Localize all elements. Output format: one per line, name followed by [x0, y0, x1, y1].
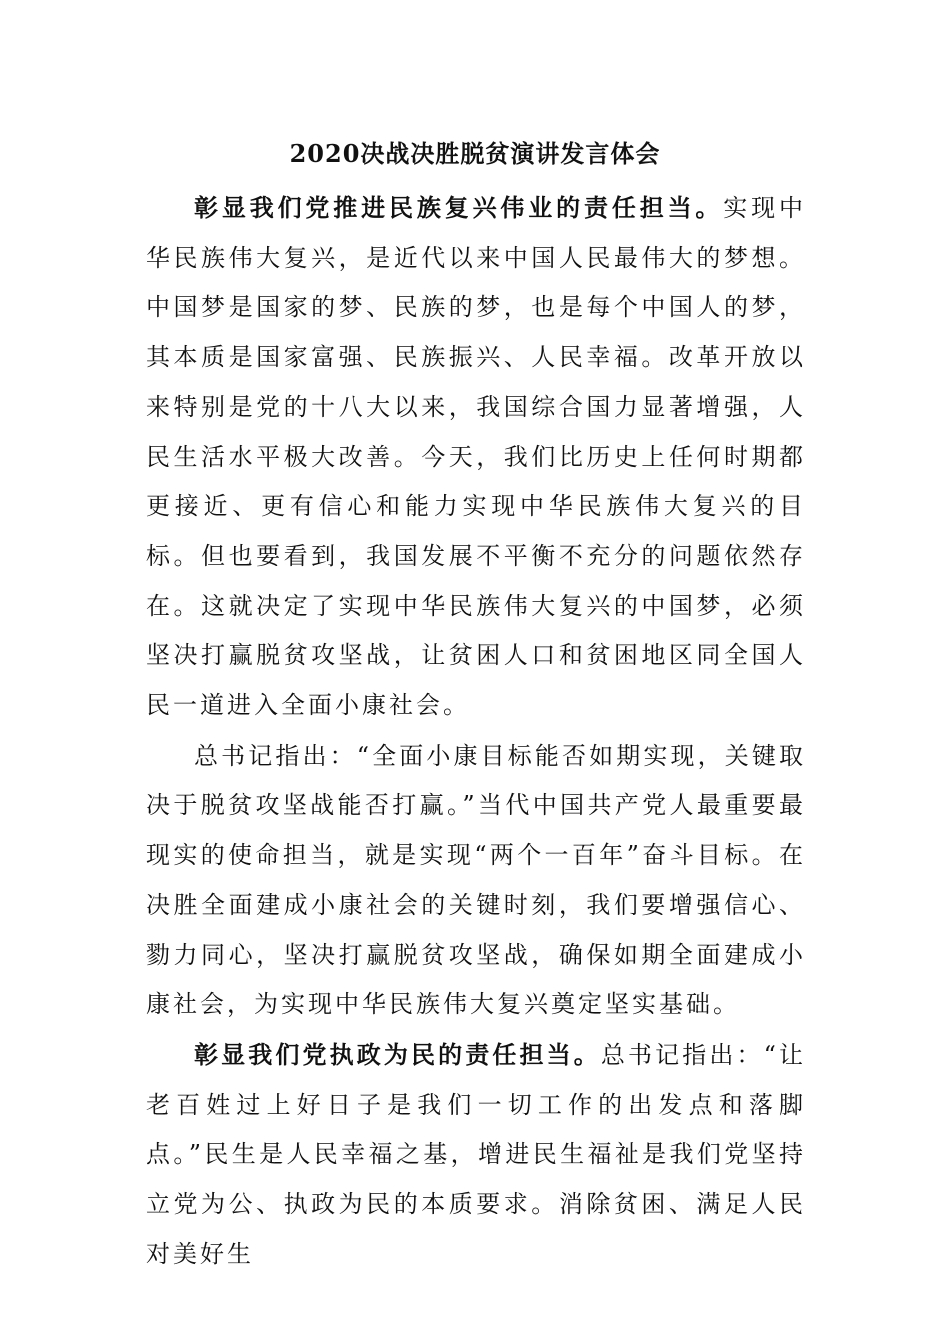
paragraph-2-text: 总书记指出：“全面小康目标能否如期实现，关键取决于脱贫攻坚战能否打赢。”当代中国共产党人最重要最现实的使命担当，就是实现“两个一百年”奋斗目标。在决胜全面建成小康社会的关键时刻，我们要增强信心、勠力同心，坚决打赢脱贫攻坚战，确保如期全面建成小康社会，为实现中华民族伟大复兴奠定坚实基础。	[146, 741, 806, 1019]
document-body	[146, 183, 806, 1279]
paragraph-1	[146, 183, 806, 731]
paragraph-3-text: 总书记指出：“让老百姓过上好日子是我们一切工作的出发点和落脚点。”民生是人民幸福之基，增进民生福祉是我们党坚持立党为公、执政为民的本质要求。消除贫困、满足人民对美好生	[146, 1040, 806, 1268]
paragraph-1-lead: 彰显我们党推进民族复兴伟业的责任担当。	[194, 193, 724, 222]
paragraph-3-lead: 彰显我们党执政为民的责任担当。	[194, 1039, 601, 1069]
document-title: 2020决战决胜脱贫演讲发言体会	[289, 139, 661, 168]
paragraph-2	[146, 731, 806, 1030]
paragraph-1-text: 实现中华民族伟大复兴，是近代以来中国人民最伟大的梦想。中国梦是国家的梦、民族的梦，也是每个中国人的梦，其本质是国家富强、民族振兴、人民幸福。改革开放以来特别是党的十八大以来，我国综合国力显著增强，人民生活水平极大改善。今天，我们比历史上任何时期都更接近、更有信心和能力实现中华民族伟大复兴的目标。但也要看到，我国发展不平衡不充分的问题依然存在。这就决定了实现中华民族伟大复兴的中国梦，必须坚决打赢脱贫攻坚战，让贫困人口和贫困地区同全国人民一道进入全面小康社会。	[146, 194, 807, 720]
paragraph-3	[146, 1030, 806, 1280]
